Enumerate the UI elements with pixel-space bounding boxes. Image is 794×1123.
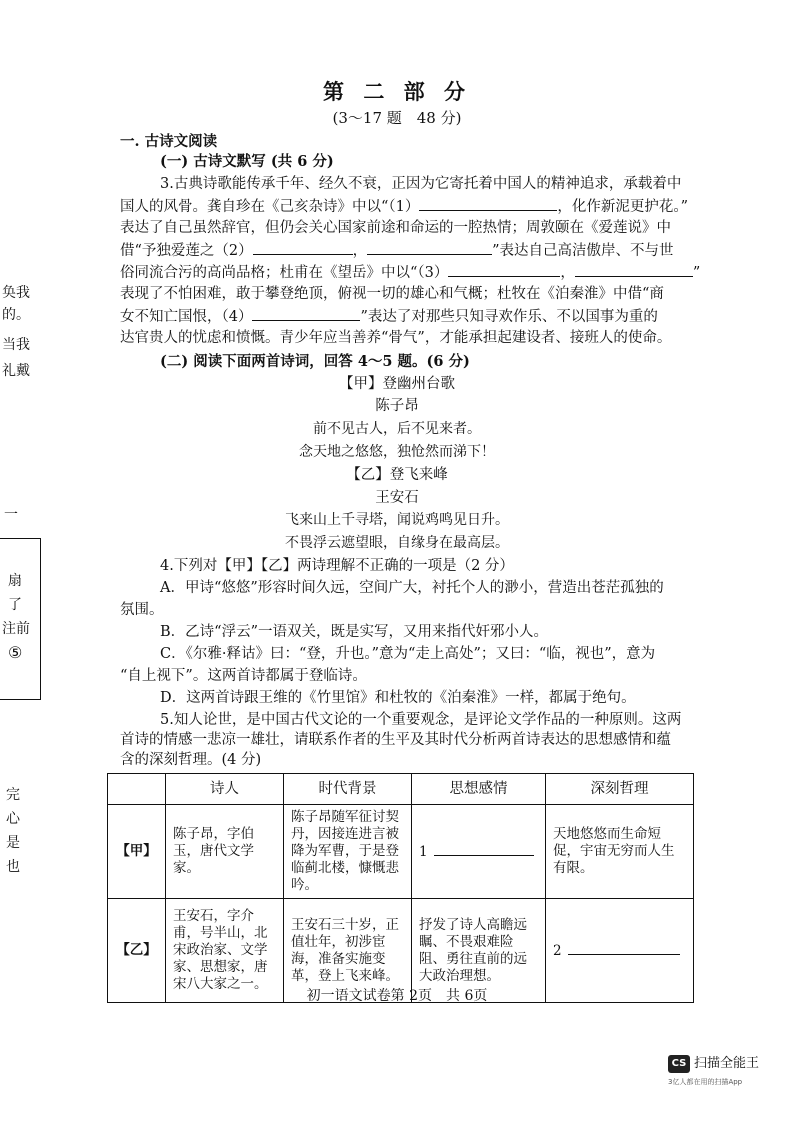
page-title: 第 二 部 分 bbox=[323, 79, 471, 104]
q3-line-4: 借“予独爱莲之（2） ， ”表达自己高洁傲岸、不与世 bbox=[120, 240, 674, 261]
q4-option-c-2: “自上视下”。这两首诗都属于登临诗。 bbox=[120, 668, 367, 684]
poem-yi-line-1: 飞来山上千寻塔，闻说鸡鸣见日升。 bbox=[285, 512, 509, 528]
answer-blank-2b[interactable] bbox=[367, 240, 492, 255]
cell-background-jia: 陈子昂随军征讨契丹，因接连进言被降为军曹，于是登临蓟北楼，慷慨悲吟。 bbox=[284, 805, 412, 899]
analysis-table bbox=[107, 773, 694, 1003]
q5-line-1: 5.知人论世，是中国古代文论的一个重要观念，是评论文学作品的一种原则。这两 bbox=[160, 712, 682, 728]
table-header-philosophy: 深刻哲理 bbox=[546, 774, 694, 805]
camscanner-icon: CS bbox=[668, 1055, 690, 1073]
row-label-jia: 【甲】 bbox=[108, 805, 166, 899]
answer-number-2: 2 bbox=[553, 942, 562, 959]
table-header-row bbox=[108, 774, 694, 805]
cell-emotion-jia[interactable] bbox=[412, 805, 546, 899]
poem-jia-line-1: 前不见古人，后不见来者。 bbox=[313, 421, 481, 437]
answer-number-1: 1 bbox=[419, 843, 428, 860]
margin-text-13: 也 bbox=[6, 859, 20, 875]
answer-blank-1[interactable] bbox=[419, 196, 557, 211]
margin-box bbox=[0, 538, 41, 700]
watermark-subtitle: 3亿人都在用的扫描App bbox=[668, 1078, 743, 1086]
margin-text-1: 奂我 bbox=[2, 285, 30, 301]
q3-line-2: 国人的风骨。龚自珍在《己亥杂诗》中以“（1） ，化作新泥更护花。” bbox=[120, 196, 688, 217]
margin-text-6: 扇 bbox=[8, 573, 22, 589]
q3-line-6: 表现了不怕困难，敢于攀登绝顶，俯视一切的雄心和气概；杜牧在《泊秦淮》中借“商 bbox=[120, 286, 664, 302]
answer-blank-4[interactable] bbox=[252, 306, 360, 321]
table-header-corner bbox=[108, 774, 166, 805]
margin-text-11: 心 bbox=[6, 811, 20, 827]
cell-poet-jia: 陈子昂，字伯玉，唐代文学家。 bbox=[166, 805, 284, 899]
margin-text-3: 当我 bbox=[2, 337, 30, 353]
page-footer: 初一语文试卷第 2页 共 6页 bbox=[306, 988, 488, 1004]
q3-line-1: 3.古典诗歌能传承千年、经久不衰，正因为它寄托着中国人的精神追求，承载着中 bbox=[160, 176, 682, 192]
q4-option-a-2: 氛围。 bbox=[120, 602, 164, 618]
answer-blank-2a[interactable] bbox=[253, 240, 353, 255]
margin-text-8: 注前 bbox=[2, 621, 30, 637]
q3-line-7: 女不知亡国恨，（4） ”表达了对那些只知寻欢作乐、不以国事为重的 bbox=[120, 306, 658, 327]
cell-background-yi: 王安石三十岁，正值壮年，初涉宦海，准备实施变革，登上飞来峰。 bbox=[284, 899, 412, 1003]
table-header-background: 时代背景 bbox=[284, 774, 412, 805]
margin-text-7: 了 bbox=[8, 597, 22, 613]
margin-text-5: 一 bbox=[4, 507, 18, 523]
table-header-poet: 诗人 bbox=[166, 774, 284, 805]
margin-text-10: 完 bbox=[6, 787, 20, 803]
q4-option-b: B．乙诗“浮云”一语双关，既是实写，又用来指代奸邪小人。 bbox=[160, 624, 548, 640]
poem-yi-title: 【乙】登飞来峰 bbox=[346, 467, 448, 483]
q4-option-d: D．这两首诗跟王维的《竹里馆》和杜牧的《泊秦淮》一样，都属于绝句。 bbox=[160, 690, 636, 706]
subsection-heading-2: (二) 阅读下面两首诗词，回答 4～5 题。(6 分) bbox=[160, 353, 470, 370]
q5-line-3: 含的深刻哲理。(4 分) bbox=[120, 752, 262, 768]
answer-blank-3a[interactable] bbox=[448, 262, 560, 277]
q4-option-c-1: C．《尔雅·释诂》曰：“登，升也。”意为“走上高处”；又曰：“临，视也”，意为 bbox=[160, 646, 656, 662]
poem-yi-line-2: 不畏浮云遮望眼，自缘身在最高层。 bbox=[285, 535, 509, 551]
poem-jia-author: 陈子昂 bbox=[375, 398, 419, 414]
q3-line-3: 表达了自己虽然辞官，但仍会关心国家前途和命运的一腔热情；周敦颐在《爱莲说》中 bbox=[120, 220, 671, 236]
page-subtitle: (3～17 题 48 分) bbox=[332, 109, 462, 127]
q4-option-a-1: A．甲诗“悠悠”形容时间久远，空间广大，衬托个人的渺小，营造出苍茫孤独的 bbox=[160, 580, 664, 596]
cell-philosophy-jia: 天地悠悠而生命短促，宇宙无穷而人生有限。 bbox=[546, 805, 694, 899]
margin-text-12: 是 bbox=[6, 835, 20, 851]
q5-line-2: 首诗的情感一悲凉一雄壮，请联系作者的生平及其时代分析两首诗表达的思想感情和蕴 bbox=[120, 732, 671, 748]
answer-line-philosophy-yi[interactable] bbox=[568, 942, 680, 955]
watermark-name: 扫描全能王 bbox=[694, 1056, 760, 1071]
answer-blank-3b[interactable] bbox=[575, 262, 693, 277]
poem-jia-title: 【甲】登幽州台歌 bbox=[339, 376, 455, 392]
cell-emotion-yi: 抒发了诗人高瞻远瞩、不畏艰难险阻、勇往直前的远大政治理想。 bbox=[412, 899, 546, 1003]
table-header-emotion: 思想感情 bbox=[412, 774, 546, 805]
answer-line-emotion-jia[interactable] bbox=[434, 843, 534, 856]
poem-yi-author: 王安石 bbox=[375, 490, 419, 506]
q4-stem: 4.下列对【甲】【乙】两诗理解不正确的一项是（2 分） bbox=[160, 558, 514, 574]
cell-poet-yi: 王安石，字介甫，号半山，北宋政治家、文学家、思想家，唐宋八大家之一。 bbox=[166, 899, 284, 1003]
subsection-heading-1: (一) 古诗文默写 (共 6 分) bbox=[160, 153, 334, 170]
poem-jia-line-2: 念天地之悠悠，独怆然而涕下！ bbox=[299, 444, 495, 460]
margin-text-4: 礼戴 bbox=[2, 363, 30, 379]
margin-text-2: 的。 bbox=[2, 307, 30, 323]
section-heading: 一. 古诗文阅读 bbox=[120, 133, 218, 150]
table-row bbox=[108, 805, 694, 899]
q3-line-8: 达官贵人的忧虑和愤慨。青少年应当善养“骨气”，才能承担起建设者、接班人的使命。 bbox=[120, 330, 672, 346]
q3-line-5: 俗同流合污的高尚品格；杜甫在《望岳》中以“（3） ， ” bbox=[120, 262, 700, 283]
row-label-yi: 【乙】 bbox=[108, 899, 166, 1003]
margin-text-9: ⑤ bbox=[8, 643, 23, 662]
